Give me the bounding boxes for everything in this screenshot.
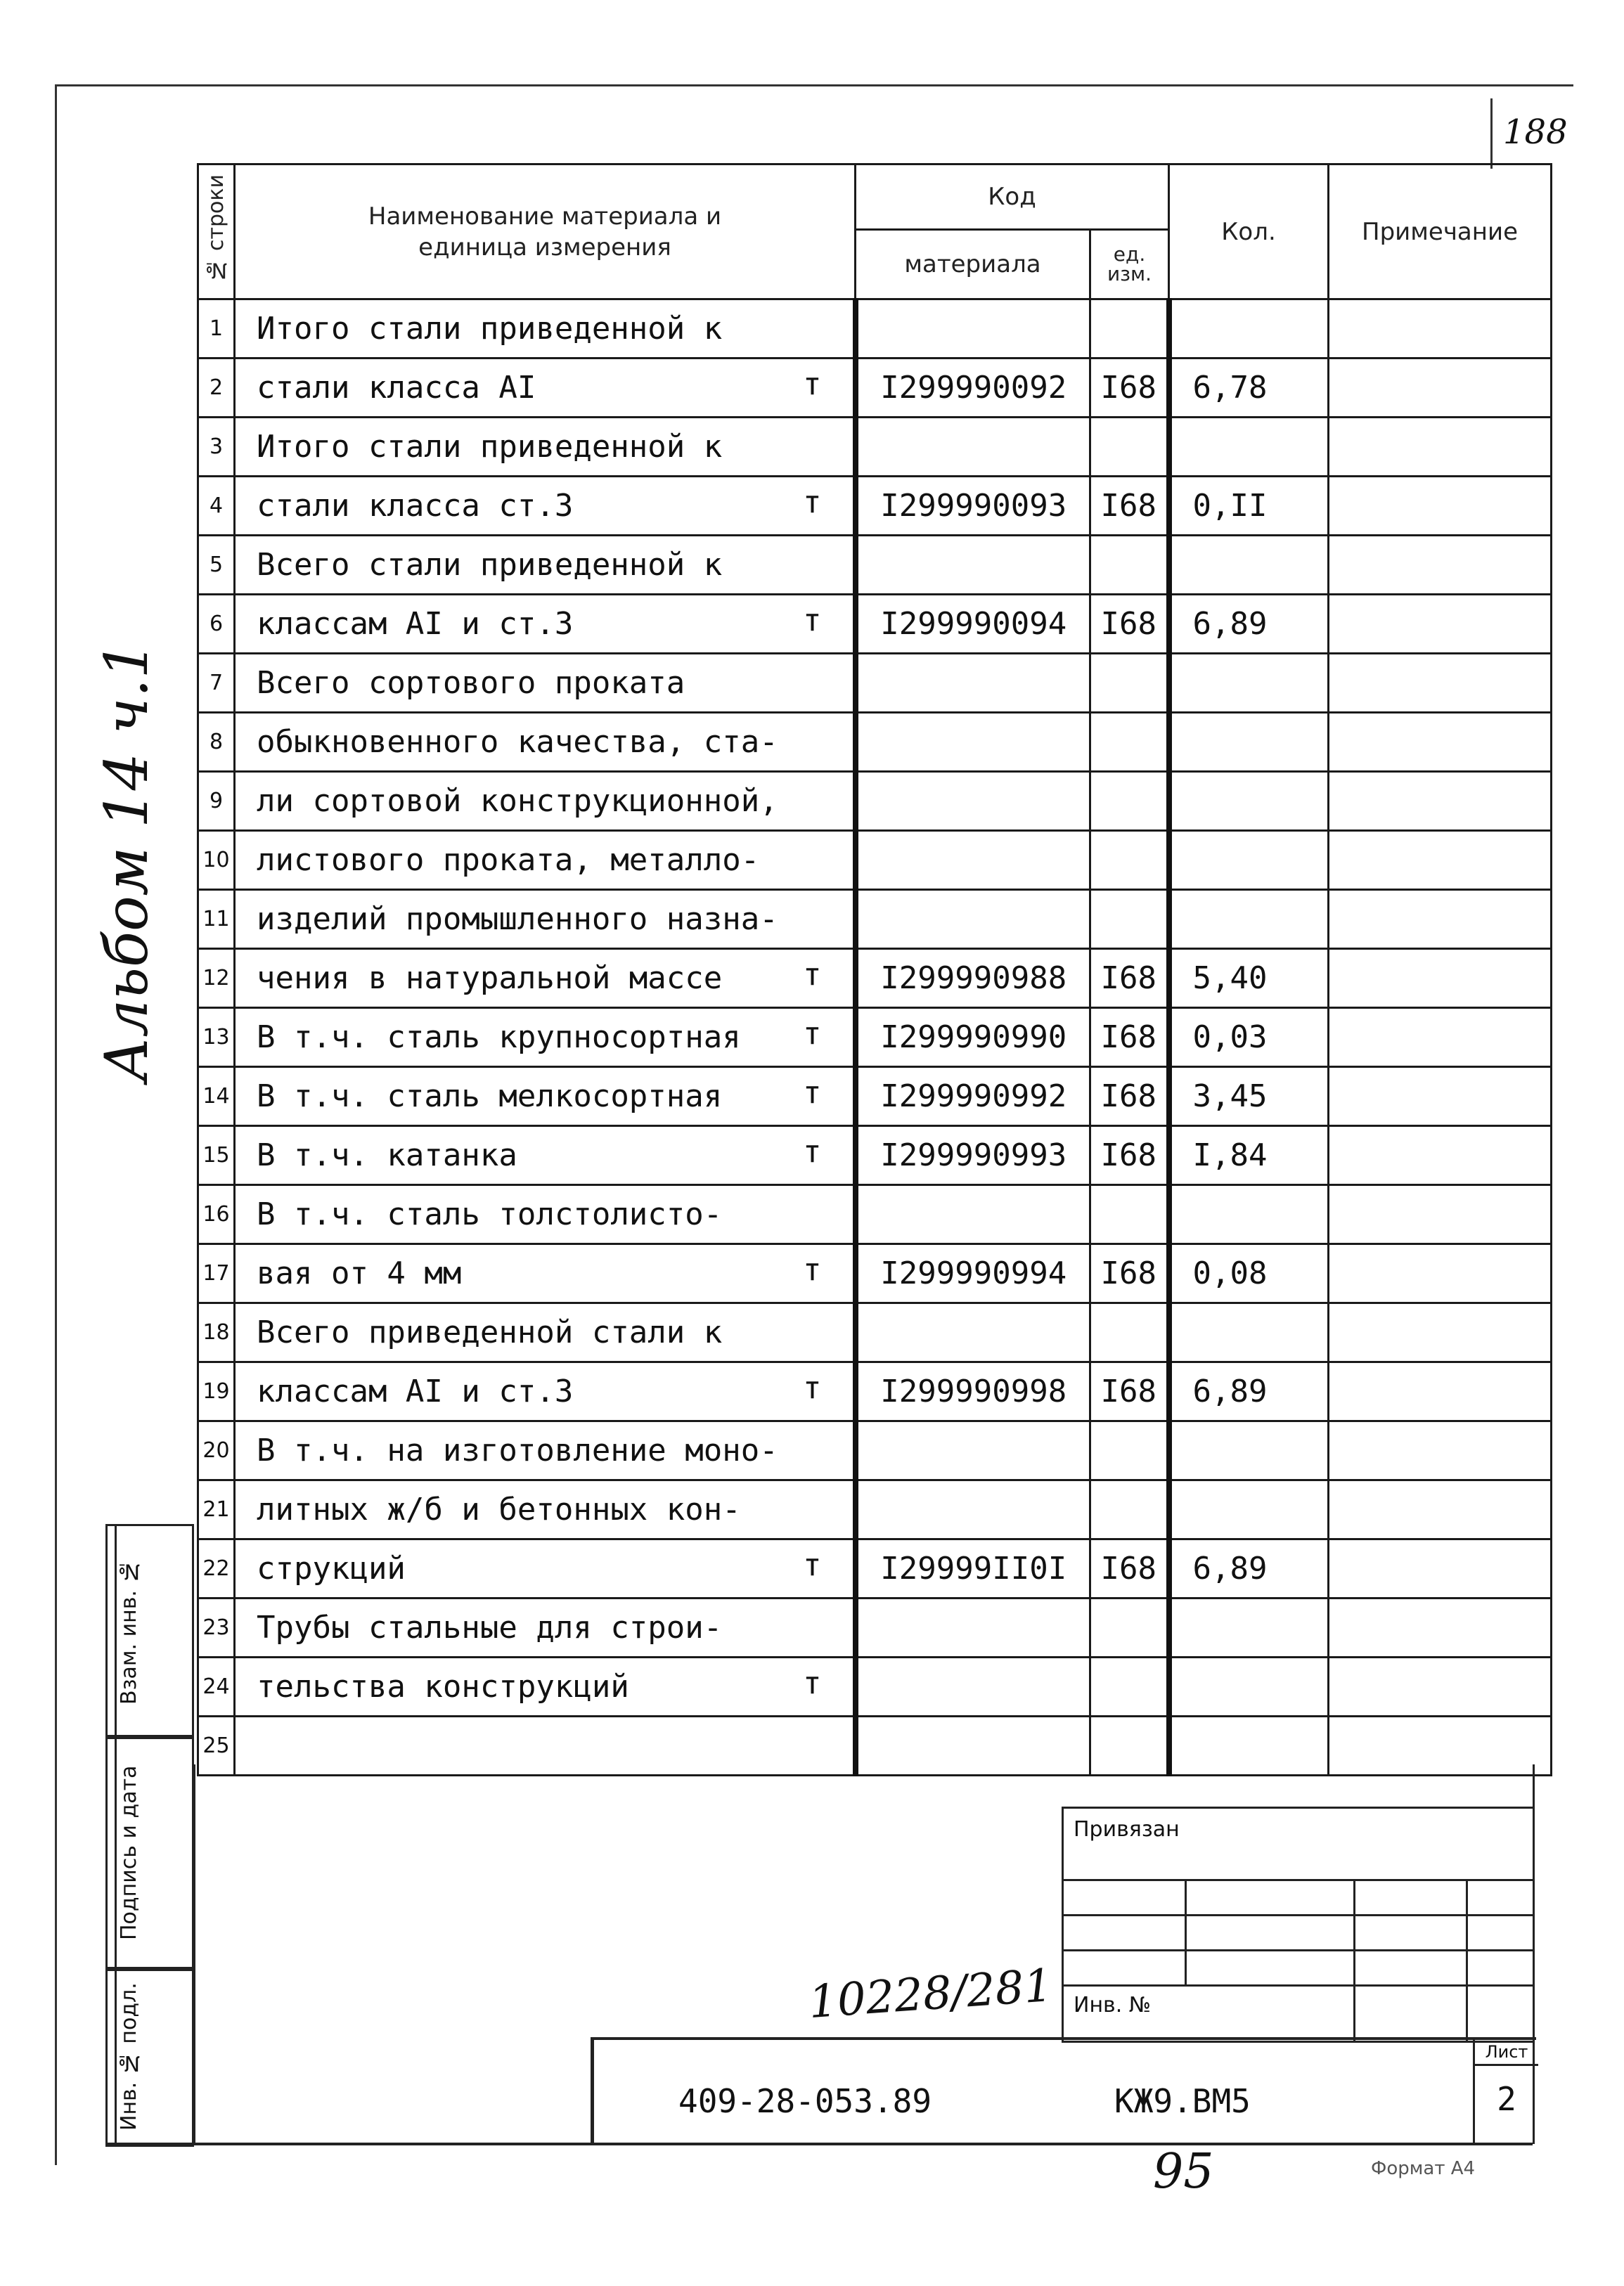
- material-code-cell: I29999II0I: [856, 1539, 1090, 1599]
- table-row: [198, 890, 1552, 949]
- material-name-text: В т.ч. сталь мелкосортная: [257, 1078, 723, 1114]
- quantity-cell: [1169, 654, 1329, 713]
- table-row: [198, 1658, 1552, 1717]
- material-name-cell: [235, 772, 856, 831]
- sheet-label: Лист: [1475, 2040, 1538, 2066]
- material-name-cell: [235, 1362, 856, 1421]
- row-number-cell: 16: [198, 1185, 235, 1244]
- row-number-cell: 15: [198, 1126, 235, 1185]
- material-code-cell: [856, 713, 1090, 772]
- header-code: Код: [856, 164, 1169, 230]
- sheet-number: 2: [1497, 2080, 1516, 2118]
- quantity-cell: [1169, 1303, 1329, 1362]
- unit-label: т: [803, 1016, 822, 1052]
- binding-vline-1: [1185, 1879, 1187, 1984]
- unit-code-cell: [1090, 890, 1169, 949]
- table-row: [198, 1599, 1552, 1658]
- note-cell: [1329, 536, 1552, 595]
- quantity-cell: [1169, 1421, 1329, 1480]
- note-cell: [1329, 1599, 1552, 1658]
- unit-code-cell: [1090, 831, 1169, 890]
- row-number-cell: 23: [198, 1599, 235, 1658]
- note-cell: [1329, 1303, 1552, 1362]
- material-name-cell: [235, 1067, 856, 1126]
- material-name-text: литных ж/б и бетонных кон-: [257, 1492, 741, 1528]
- doc-code: 409-28-053.89: [678, 2082, 932, 2120]
- row-number-cell: 12: [198, 949, 235, 1008]
- material-code-cell: [856, 772, 1090, 831]
- material-name-text: ли сортовой конструкционной,: [257, 783, 778, 819]
- row-number-cell: 5: [198, 536, 235, 595]
- row-number-cell: 25: [198, 1717, 235, 1776]
- quantity-cell: 3,45: [1169, 1067, 1329, 1126]
- material-name-text: В т.ч. на изготовление моно-: [257, 1433, 778, 1468]
- row-number-cell: 10: [198, 831, 235, 890]
- material-name-text: В т.ч. сталь толстолисто-: [257, 1196, 723, 1232]
- material-name-text: чения в натуральной массе: [257, 960, 723, 996]
- header-code-material: материала: [856, 230, 1090, 299]
- note-cell: [1329, 1362, 1552, 1421]
- material-name-cell: [235, 359, 856, 418]
- stamp-vzam-inv-label: Взам. инв. №: [115, 1526, 152, 1737]
- row-number-cell: 1: [198, 299, 235, 359]
- material-code-cell: I299990094: [856, 595, 1090, 654]
- note-cell: [1329, 831, 1552, 890]
- quantity-cell: [1169, 831, 1329, 890]
- material-name-cell: [235, 949, 856, 1008]
- unit-code-cell: [1090, 536, 1169, 595]
- row-number-cell: 11: [198, 890, 235, 949]
- unit-label: т: [803, 484, 822, 520]
- row-number-cell: 7: [198, 654, 235, 713]
- spec-sheet: [197, 163, 1550, 1766]
- material-code-cell: I299990994: [856, 1244, 1090, 1303]
- table-row: [198, 595, 1552, 654]
- table-row: [198, 1539, 1552, 1599]
- table-row: [198, 831, 1552, 890]
- note-cell: [1329, 1244, 1552, 1303]
- material-code-cell: [856, 536, 1090, 595]
- quantity-cell: [1169, 299, 1329, 359]
- table-row: [198, 418, 1552, 477]
- material-code-cell: [856, 831, 1090, 890]
- material-name-cell: [235, 1126, 856, 1185]
- header-name: Наименование материала и единица измерения: [235, 164, 856, 299]
- quantity-cell: 5,40: [1169, 949, 1329, 1008]
- row-number-cell: 4: [198, 477, 235, 536]
- binding-block: [1062, 1807, 1535, 2043]
- row-number-cell: 8: [198, 713, 235, 772]
- unit-code-cell: [1090, 1421, 1169, 1480]
- unit-code-cell: I68: [1090, 1539, 1169, 1599]
- unit-code-cell: [1090, 713, 1169, 772]
- unit-code-cell: I68: [1090, 359, 1169, 418]
- material-name-cell: [235, 595, 856, 654]
- table-row: [198, 713, 1552, 772]
- row-number-cell: 24: [198, 1658, 235, 1717]
- table-row: [198, 1303, 1552, 1362]
- row-number-cell: 19: [198, 1362, 235, 1421]
- material-code-cell: [856, 418, 1090, 477]
- material-name-text: обыкновенного качества, ста-: [257, 724, 778, 760]
- material-name-cell: [235, 1599, 856, 1658]
- material-name-cell: [235, 1539, 856, 1599]
- material-name-text: классам АI и ст.3: [257, 606, 574, 642]
- material-name-cell: [235, 1658, 856, 1717]
- stamp-podpis-data-label: Подпись и дата: [115, 1737, 152, 1969]
- note-cell: [1329, 1480, 1552, 1539]
- table-row: [198, 654, 1552, 713]
- note-cell: [1329, 654, 1552, 713]
- page-number-divider: [1490, 98, 1493, 169]
- material-name-text: Всего приведенной стали к: [257, 1315, 723, 1350]
- material-code-cell: [856, 1717, 1090, 1776]
- material-name-cell: [235, 1185, 856, 1244]
- quantity-cell: [1169, 890, 1329, 949]
- note-cell: [1329, 1539, 1552, 1599]
- material-name-cell: [235, 1244, 856, 1303]
- unit-code-cell: [1090, 1480, 1169, 1539]
- title-row: [591, 2037, 1536, 2145]
- material-code-cell: [856, 1599, 1090, 1658]
- quantity-cell: 6,78: [1169, 359, 1329, 418]
- unit-label: т: [803, 602, 822, 638]
- note-cell: [1329, 1067, 1552, 1126]
- table-row: [198, 1480, 1552, 1539]
- quantity-cell: 0,08: [1169, 1244, 1329, 1303]
- material-code-cell: I299990092: [856, 359, 1090, 418]
- header-note: Примечание: [1329, 164, 1552, 299]
- material-name-cell: [235, 890, 856, 949]
- stamp-vzam-inv: [105, 1524, 194, 1739]
- material-name-text: стали класса ст.3: [257, 488, 574, 524]
- quantity-cell: 6,89: [1169, 1362, 1329, 1421]
- sheet-cell: [1473, 2040, 1538, 2145]
- unit-code-cell: [1090, 1303, 1169, 1362]
- table-row: [198, 1717, 1552, 1776]
- table-row: [198, 1362, 1552, 1421]
- table-row: [198, 1244, 1552, 1303]
- binding-line-3: [1064, 1949, 1535, 1951]
- unit-label: т: [803, 1134, 822, 1170]
- unit-label: т: [803, 957, 822, 993]
- material-name-text: вая от 4 мм: [257, 1255, 462, 1291]
- material-code-cell: I299990998: [856, 1362, 1090, 1421]
- material-code-cell: [856, 654, 1090, 713]
- table-row: [198, 1185, 1552, 1244]
- row-number-cell: 3: [198, 418, 235, 477]
- stamp-inv-podl: [105, 1967, 194, 2147]
- unit-label: т: [803, 366, 822, 402]
- material-name-cell: [235, 1421, 856, 1480]
- row-number-cell: 13: [198, 1008, 235, 1067]
- handwritten-reg-number: 10228/281: [806, 1959, 1055, 2029]
- row-number-cell: 22: [198, 1539, 235, 1599]
- note-cell: [1329, 1185, 1552, 1244]
- material-code-cell: [856, 890, 1090, 949]
- stamp-inv-podl-label: Инв. № подл.: [115, 1969, 152, 2145]
- material-name-cell: [235, 1303, 856, 1362]
- unit-code-cell: I68: [1090, 1008, 1169, 1067]
- binding-vline-2: [1353, 1879, 1355, 2041]
- material-name-text: Всего сортового проката: [257, 665, 685, 701]
- material-name-text: классам АI и ст.3: [257, 1374, 574, 1409]
- binding-line-1: [1064, 1879, 1535, 1881]
- outer-frame-top: [55, 84, 1573, 86]
- material-code-cell: [856, 1480, 1090, 1539]
- page-number: 188: [1503, 112, 1568, 152]
- material-name-text: Итого стали приведенной к: [257, 429, 723, 465]
- binding-vline-3: [1466, 1879, 1468, 2041]
- unit-code-cell: [1090, 299, 1169, 359]
- unit-code-cell: [1090, 772, 1169, 831]
- material-name-cell: [235, 1480, 856, 1539]
- binding-line-2: [1064, 1914, 1535, 1916]
- album-note: Альбом 14 ч.1: [92, 640, 161, 1082]
- note-cell: [1329, 418, 1552, 477]
- material-name-cell: [235, 713, 856, 772]
- quantity-cell: I,84: [1169, 1126, 1329, 1185]
- table-row: [198, 299, 1552, 359]
- unit-code-cell: I68: [1090, 1362, 1169, 1421]
- stamp-podpis-data: [105, 1735, 194, 1971]
- unit-code-cell: [1090, 1658, 1169, 1717]
- unit-code-cell: I68: [1090, 1244, 1169, 1303]
- material-name-text: листового проката, металло-: [257, 842, 760, 878]
- unit-code-cell: I68: [1090, 1126, 1169, 1185]
- table-row: [198, 1126, 1552, 1185]
- quantity-cell: [1169, 713, 1329, 772]
- row-number-cell: 21: [198, 1480, 235, 1539]
- material-name-cell: [235, 1008, 856, 1067]
- material-code-cell: I299990990: [856, 1008, 1090, 1067]
- quantity-cell: [1169, 418, 1329, 477]
- note-cell: [1329, 1658, 1552, 1717]
- row-number-cell: 9: [198, 772, 235, 831]
- row-number-cell: 14: [198, 1067, 235, 1126]
- material-code-cell: I299990988: [856, 949, 1090, 1008]
- quantity-cell: [1169, 1599, 1329, 1658]
- unit-code-cell: [1090, 1185, 1169, 1244]
- note-cell: [1329, 595, 1552, 654]
- material-name-text: Трубы стальные для строи-: [257, 1610, 723, 1646]
- table-row: [198, 359, 1552, 418]
- material-name-text: Итого стали приведенной к: [257, 311, 723, 347]
- unit-code-cell: I68: [1090, 595, 1169, 654]
- note-cell: [1329, 1126, 1552, 1185]
- table-row: [198, 536, 1552, 595]
- material-name-text: Всего стали приведенной к: [257, 547, 723, 583]
- material-name-cell: [235, 1717, 856, 1776]
- table-row: [198, 772, 1552, 831]
- material-name-text: В т.ч. сталь крупносортная: [257, 1019, 741, 1055]
- bottom-handwritten-number: 95: [1153, 2144, 1214, 2200]
- row-number-cell: 6: [198, 595, 235, 654]
- unit-code-cell: [1090, 654, 1169, 713]
- spec-table: [197, 163, 1552, 1776]
- row-number-cell: 20: [198, 1421, 235, 1480]
- note-cell: [1329, 1717, 1552, 1776]
- quantity-cell: [1169, 1185, 1329, 1244]
- header-code-unit: ед. изм.: [1090, 230, 1169, 299]
- table-row: [198, 949, 1552, 1008]
- table-row: [198, 1067, 1552, 1126]
- quantity-cell: [1169, 772, 1329, 831]
- note-cell: [1329, 890, 1552, 949]
- unit-label: т: [803, 1075, 822, 1111]
- unit-label: т: [803, 1547, 822, 1583]
- unit-code-cell: I68: [1090, 477, 1169, 536]
- unit-code-cell: [1090, 1717, 1169, 1776]
- quantity-cell: 0,II: [1169, 477, 1329, 536]
- binding-line-4: [1064, 1984, 1535, 1987]
- note-cell: [1329, 477, 1552, 536]
- table-row: [198, 1008, 1552, 1067]
- row-number-cell: 2: [198, 359, 235, 418]
- note-cell: [1329, 713, 1552, 772]
- material-name-text: изделий промышленного назна-: [257, 901, 778, 937]
- quantity-cell: 6,89: [1169, 595, 1329, 654]
- material-name-cell: [235, 831, 856, 890]
- unit-label: т: [803, 1665, 822, 1701]
- header-qty: Кол.: [1169, 164, 1329, 299]
- unit-code-cell: I68: [1090, 1067, 1169, 1126]
- note-cell: [1329, 772, 1552, 831]
- row-number-cell: 17: [198, 1244, 235, 1303]
- quantity-cell: [1169, 1717, 1329, 1776]
- material-code-cell: I299990993: [856, 1126, 1090, 1185]
- note-cell: [1329, 949, 1552, 1008]
- material-name-text: В т.ч. катанка: [257, 1137, 517, 1173]
- outer-frame-left: [55, 84, 57, 2165]
- binding-label: Привязан: [1074, 1817, 1180, 1842]
- format-label: Формат А4: [1371, 2158, 1476, 2179]
- quantity-cell: [1169, 536, 1329, 595]
- header-row-no: № строки: [198, 164, 235, 299]
- material-name-text: тельства конструкций: [257, 1669, 629, 1705]
- material-name-cell: [235, 654, 856, 713]
- material-code-cell: [856, 1658, 1090, 1717]
- unit-label: т: [803, 1370, 822, 1406]
- material-code-cell: [856, 1185, 1090, 1244]
- material-name-cell: [235, 299, 856, 359]
- material-name-text: струкций: [257, 1551, 406, 1587]
- unit-code-cell: [1090, 1599, 1169, 1658]
- material-name-cell: [235, 536, 856, 595]
- note-cell: [1329, 359, 1552, 418]
- material-code-cell: I299990992: [856, 1067, 1090, 1126]
- material-name-cell: [235, 477, 856, 536]
- table-row: [198, 477, 1552, 536]
- table-row: [198, 1421, 1552, 1480]
- material-code-cell: [856, 1303, 1090, 1362]
- unit-code-cell: [1090, 418, 1169, 477]
- lower-frame-left: [193, 1764, 195, 2144]
- unit-label: т: [803, 1252, 822, 1288]
- inv-no-label: Инв. №: [1074, 1993, 1152, 2017]
- material-name-text: стали класса АI: [257, 370, 536, 406]
- quantity-cell: 6,89: [1169, 1539, 1329, 1599]
- unit-code-cell: I68: [1090, 949, 1169, 1008]
- row-number-cell: 18: [198, 1303, 235, 1362]
- material-code-cell: [856, 1421, 1090, 1480]
- quantity-cell: 0,03: [1169, 1008, 1329, 1067]
- quantity-cell: [1169, 1480, 1329, 1539]
- material-code-cell: [856, 299, 1090, 359]
- quantity-cell: [1169, 1658, 1329, 1717]
- note-cell: [1329, 299, 1552, 359]
- material-name-cell: [235, 418, 856, 477]
- note-cell: [1329, 1008, 1552, 1067]
- material-code-cell: I299990093: [856, 477, 1090, 536]
- doc-mark: КЖ9.ВМ5: [1114, 2082, 1251, 2120]
- note-cell: [1329, 1421, 1552, 1480]
